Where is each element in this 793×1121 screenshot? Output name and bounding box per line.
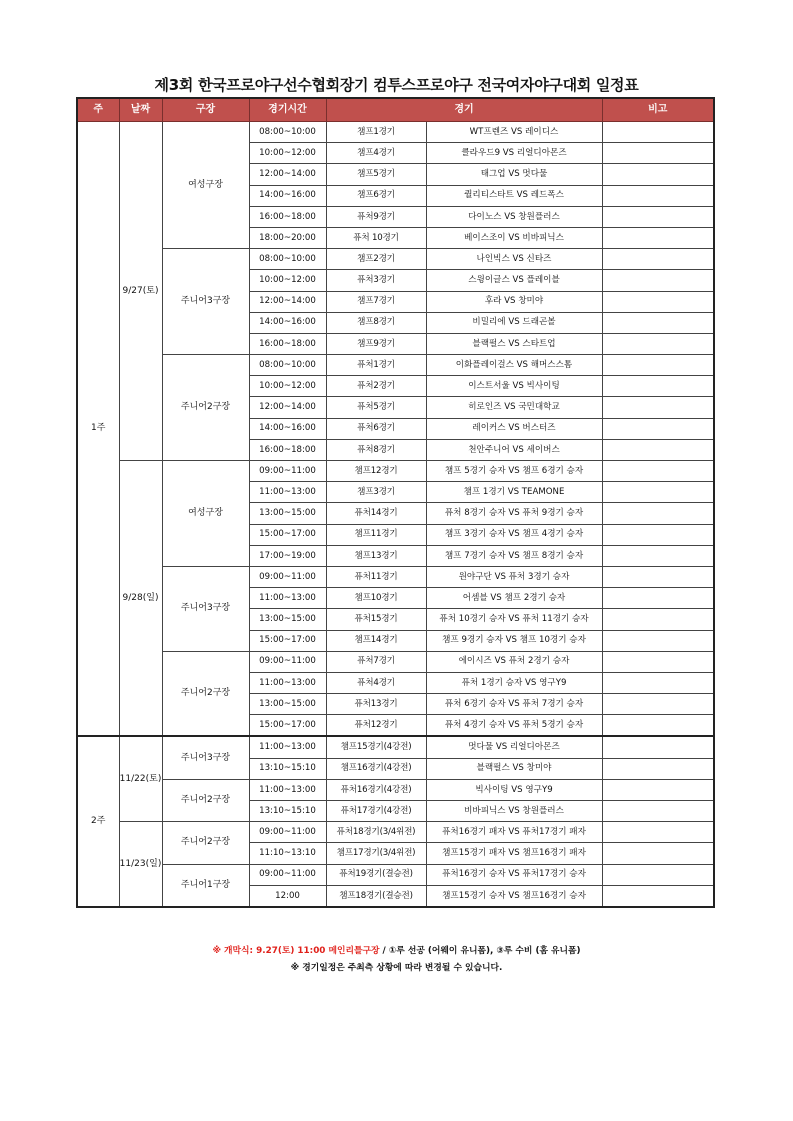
date-cell: 9/28(일) xyxy=(119,461,162,737)
game-cell: 퓨처14경기 xyxy=(326,503,426,524)
game-cell: 퓨처7경기 xyxy=(326,651,426,672)
venue-cell: 주니어3구장 xyxy=(162,249,249,355)
match-cell: 챔프 3경기 승자 VS 챔프 4경기 승자 xyxy=(426,524,602,545)
schedule-table xyxy=(76,97,715,908)
game-cell: 퓨처 10경기 xyxy=(326,227,426,248)
week-cell: 2주 xyxy=(77,736,119,907)
table-row xyxy=(77,651,714,672)
remark-cell xyxy=(602,566,714,587)
match-cell: 챔프 7경기 승자 VS 챔프 8경기 승자 xyxy=(426,545,602,566)
game-cell: 퓨처2경기 xyxy=(326,376,426,397)
date-cell: 11/22(토) xyxy=(119,736,162,821)
time-cell: 16:00~18:00 xyxy=(249,206,326,227)
date-cell: 9/27(토) xyxy=(119,122,162,461)
match-cell: 베이스조이 VS 비바피닉스 xyxy=(426,227,602,248)
game-cell: 퓨처5경기 xyxy=(326,397,426,418)
match-cell: 태그업 VS 멋다물 xyxy=(426,164,602,185)
venue-cell: 여성구장 xyxy=(162,122,249,249)
time-cell: 11:00~13:00 xyxy=(249,672,326,693)
game-cell: 퓨처18경기(3/4위전) xyxy=(326,822,426,843)
game-cell: 퓨처17경기(4강전) xyxy=(326,801,426,822)
game-cell: 챔프8경기 xyxy=(326,312,426,333)
time-cell: 11:00~13:00 xyxy=(249,736,326,758)
remark-cell xyxy=(602,333,714,354)
remark-cell xyxy=(602,439,714,460)
match-cell: 레이커스 VS 버스터즈 xyxy=(426,418,602,439)
game-cell: 퓨처12경기 xyxy=(326,715,426,737)
remark-cell xyxy=(602,270,714,291)
time-cell: 18:00~20:00 xyxy=(249,227,326,248)
week-cell: 1주 xyxy=(77,122,119,737)
remark-cell xyxy=(602,864,714,885)
remark-cell xyxy=(602,355,714,376)
time-cell: 12:00 xyxy=(249,885,326,907)
game-cell: 챔프9경기 xyxy=(326,333,426,354)
remark-cell xyxy=(602,418,714,439)
remark-cell xyxy=(602,122,714,143)
time-cell: 09:00~11:00 xyxy=(249,864,326,885)
match-cell: 후라 VS 창미야 xyxy=(426,291,602,312)
time-cell: 08:00~10:00 xyxy=(249,355,326,376)
time-cell: 15:00~17:00 xyxy=(249,630,326,651)
game-cell: 퓨처15경기 xyxy=(326,609,426,630)
time-cell: 14:00~16:00 xyxy=(249,312,326,333)
schedule-change-notice: ※ 경기일정은 주최측 상황에 따라 변경될 수 있습니다. xyxy=(290,963,503,973)
header-week: 주 xyxy=(77,98,119,122)
match-cell: 퓨처16경기 패자 VS 퓨처17경기 패자 xyxy=(426,822,602,843)
match-cell: 멋다물 VS 리얼디아몬즈 xyxy=(426,736,602,758)
table-row xyxy=(77,249,714,270)
game-cell: 챔프12경기 xyxy=(326,461,426,482)
remark-cell xyxy=(602,545,714,566)
match-cell: 원야구단 VS 퓨처 3경기 승자 xyxy=(426,566,602,587)
time-cell: 17:00~19:00 xyxy=(249,545,326,566)
time-cell: 16:00~18:00 xyxy=(249,333,326,354)
game-cell: 퓨처16경기(4강전) xyxy=(326,779,426,800)
match-cell: 퓨처 4경기 승자 VS 퓨처 5경기 승자 xyxy=(426,715,602,737)
remark-cell xyxy=(602,588,714,609)
time-cell: 12:00~14:00 xyxy=(249,164,326,185)
remark-cell xyxy=(602,843,714,864)
venue-cell: 주니어2구장 xyxy=(162,355,249,461)
match-cell: 이화플레이걸스 VS 해머스스톰 xyxy=(426,355,602,376)
venue-cell: 주니어3구장 xyxy=(162,736,249,779)
match-cell: 다이노스 VS 창원플러스 xyxy=(426,206,602,227)
match-cell: 빅사이팅 VS 영구Y9 xyxy=(426,779,602,800)
remark-cell xyxy=(602,651,714,672)
time-cell: 10:00~12:00 xyxy=(249,376,326,397)
game-cell: 챔프16경기(4강전) xyxy=(326,758,426,779)
remark-cell xyxy=(602,249,714,270)
match-cell: 비밀리에 VS 드래곤볼 xyxy=(426,312,602,333)
remark-cell xyxy=(602,503,714,524)
time-cell: 15:00~17:00 xyxy=(249,524,326,545)
header-venue: 구장 xyxy=(162,98,249,122)
remark-cell xyxy=(602,206,714,227)
venue-cell: 주니어2구장 xyxy=(162,651,249,736)
game-cell: 챔프1경기 xyxy=(326,122,426,143)
match-cell: 에이시즈 VS 퓨처 2경기 승자 xyxy=(426,651,602,672)
match-cell: 어셈블 VS 챔프 2경기 승자 xyxy=(426,588,602,609)
match-cell: 챔프15경기 패자 VS 챔프16경기 패자 xyxy=(426,843,602,864)
game-cell: 퓨처9경기 xyxy=(326,206,426,227)
time-cell: 08:00~10:00 xyxy=(249,122,326,143)
game-cell: 퓨처13경기 xyxy=(326,694,426,715)
time-cell: 16:00~18:00 xyxy=(249,439,326,460)
game-cell: 챔프13경기 xyxy=(326,545,426,566)
game-cell: 퓨처19경기(결승전) xyxy=(326,864,426,885)
time-cell: 10:00~12:00 xyxy=(249,270,326,291)
remark-cell xyxy=(602,630,714,651)
game-cell: 퓨처3경기 xyxy=(326,270,426,291)
game-cell: 챔프4경기 xyxy=(326,143,426,164)
time-cell: 10:00~12:00 xyxy=(249,143,326,164)
match-cell: 나인빅스 VS 신타즈 xyxy=(426,249,602,270)
match-cell: 천안주니어 VS 세이버스 xyxy=(426,439,602,460)
match-cell: 이스트서울 VS 빅사이팅 xyxy=(426,376,602,397)
time-cell: 13:00~15:00 xyxy=(249,694,326,715)
venue-cell: 주니어2구장 xyxy=(162,779,249,821)
match-cell: 퓨처16경기 승자 VS 퓨처17경기 승자 xyxy=(426,864,602,885)
remark-cell xyxy=(602,312,714,333)
venue-cell: 주니어2구장 xyxy=(162,822,249,864)
game-cell: 퓨처11경기 xyxy=(326,566,426,587)
remark-cell xyxy=(602,227,714,248)
header-row xyxy=(77,98,714,122)
venue-cell: 주니어1구장 xyxy=(162,864,249,907)
time-cell: 13:10~15:10 xyxy=(249,758,326,779)
game-cell: 챔프7경기 xyxy=(326,291,426,312)
game-cell: 챔프2경기 xyxy=(326,249,426,270)
time-cell: 15:00~17:00 xyxy=(249,715,326,737)
match-cell: 퀄리티스타트 VS 레드폭스 xyxy=(426,185,602,206)
remark-cell xyxy=(602,164,714,185)
remark-cell xyxy=(602,715,714,737)
match-cell: 스윙이글스 VS 플레이블 xyxy=(426,270,602,291)
table-row xyxy=(77,461,714,482)
uniform-rule-text: / ①루 선공 (어웨이 유니폼), ③루 수비 (홈 유니폼) xyxy=(379,946,581,956)
game-cell: 챔프11경기 xyxy=(326,524,426,545)
remark-cell xyxy=(602,461,714,482)
time-cell: 11:00~13:00 xyxy=(249,779,326,800)
table-row xyxy=(77,355,714,376)
time-cell: 13:10~15:10 xyxy=(249,801,326,822)
game-cell: 챔프6경기 xyxy=(326,185,426,206)
match-cell: 퓨처 1경기 승자 VS 영구Y9 xyxy=(426,672,602,693)
time-cell: 09:00~11:00 xyxy=(249,822,326,843)
header-time: 경기시간 xyxy=(249,98,326,122)
match-cell: 히로인즈 VS 국민대학교 xyxy=(426,397,602,418)
venue-cell: 여성구장 xyxy=(162,461,249,567)
match-cell: 클라우드9 VS 리얼디아몬즈 xyxy=(426,143,602,164)
game-cell: 챔프18경기(결승전) xyxy=(326,885,426,907)
remark-cell xyxy=(602,482,714,503)
remark-cell xyxy=(602,758,714,779)
remark-cell xyxy=(602,779,714,800)
time-cell: 14:00~16:00 xyxy=(249,185,326,206)
opening-ceremony-text: ※ 개막식: 9.27(토) 11:00 메인리틀구장 xyxy=(212,946,380,956)
time-cell: 09:00~11:00 xyxy=(249,566,326,587)
match-cell: 퓨처 10경기 승자 VS 퓨처 11경기 승자 xyxy=(426,609,602,630)
table-row xyxy=(77,566,714,587)
game-cell: 퓨처4경기 xyxy=(326,672,426,693)
opening-notice xyxy=(0,943,793,956)
date-cell: 11/23(일) xyxy=(119,822,162,907)
remark-cell xyxy=(602,822,714,843)
match-cell: 비바피닉스 VS 창원플러스 xyxy=(426,801,602,822)
time-cell: 14:00~16:00 xyxy=(249,418,326,439)
table-row xyxy=(77,122,714,143)
time-cell: 12:00~14:00 xyxy=(249,397,326,418)
time-cell: 09:00~11:00 xyxy=(249,461,326,482)
header-remark: 비고 xyxy=(602,98,714,122)
remark-cell xyxy=(602,143,714,164)
game-cell: 챔프15경기(4강전) xyxy=(326,736,426,758)
match-cell: 챔프 5경기 승자 VS 챔프 6경기 승자 xyxy=(426,461,602,482)
venue-cell: 주니어3구장 xyxy=(162,566,249,651)
match-cell: WT프렌즈 VS 레이디스 xyxy=(426,122,602,143)
table-row xyxy=(77,822,714,843)
game-cell: 챔프10경기 xyxy=(326,588,426,609)
game-cell: 챔프14경기 xyxy=(326,630,426,651)
time-cell: 08:00~10:00 xyxy=(249,249,326,270)
time-cell: 11:00~13:00 xyxy=(249,482,326,503)
time-cell: 11:10~13:10 xyxy=(249,843,326,864)
time-cell: 13:00~15:00 xyxy=(249,609,326,630)
time-cell: 11:00~13:00 xyxy=(249,588,326,609)
remark-cell xyxy=(602,185,714,206)
table-row xyxy=(77,779,714,800)
game-cell: 퓨처8경기 xyxy=(326,439,426,460)
page-title: 제3회 한국프로야구선수협회장기 컴투스프로야구 전국여자야구대회 일정표 xyxy=(154,76,639,94)
game-cell: 챔프5경기 xyxy=(326,164,426,185)
game-cell: 챔프17경기(3/4위전) xyxy=(326,843,426,864)
remark-cell xyxy=(602,736,714,758)
time-cell: 12:00~14:00 xyxy=(249,291,326,312)
game-cell: 퓨처1경기 xyxy=(326,355,426,376)
remark-cell xyxy=(602,694,714,715)
table-row xyxy=(77,864,714,885)
game-cell: 챔프3경기 xyxy=(326,482,426,503)
match-cell: 블랙펄스 VS 스타트업 xyxy=(426,333,602,354)
remark-cell xyxy=(602,801,714,822)
time-cell: 09:00~11:00 xyxy=(249,651,326,672)
table-row xyxy=(77,736,714,758)
header-date: 날짜 xyxy=(119,98,162,122)
game-cell: 퓨처6경기 xyxy=(326,418,426,439)
match-cell: 챔프15경기 승자 VS 챔프16경기 승자 xyxy=(426,885,602,907)
match-cell: 블랙펄스 VS 창미야 xyxy=(426,758,602,779)
match-cell: 챔프 1경기 VS TEAMONE xyxy=(426,482,602,503)
remark-cell xyxy=(602,397,714,418)
time-cell: 13:00~15:00 xyxy=(249,503,326,524)
remark-cell xyxy=(602,672,714,693)
remark-cell xyxy=(602,885,714,907)
remark-cell xyxy=(602,376,714,397)
remark-cell xyxy=(602,524,714,545)
header-match: 경기 xyxy=(326,98,602,122)
match-cell: 퓨처 8경기 승자 VS 퓨처 9경기 승자 xyxy=(426,503,602,524)
remark-cell xyxy=(602,291,714,312)
match-cell: 챔프 9경기 승자 VS 챔프 10경기 승자 xyxy=(426,630,602,651)
match-cell: 퓨처 6경기 승자 VS 퓨처 7경기 승자 xyxy=(426,694,602,715)
remark-cell xyxy=(602,609,714,630)
